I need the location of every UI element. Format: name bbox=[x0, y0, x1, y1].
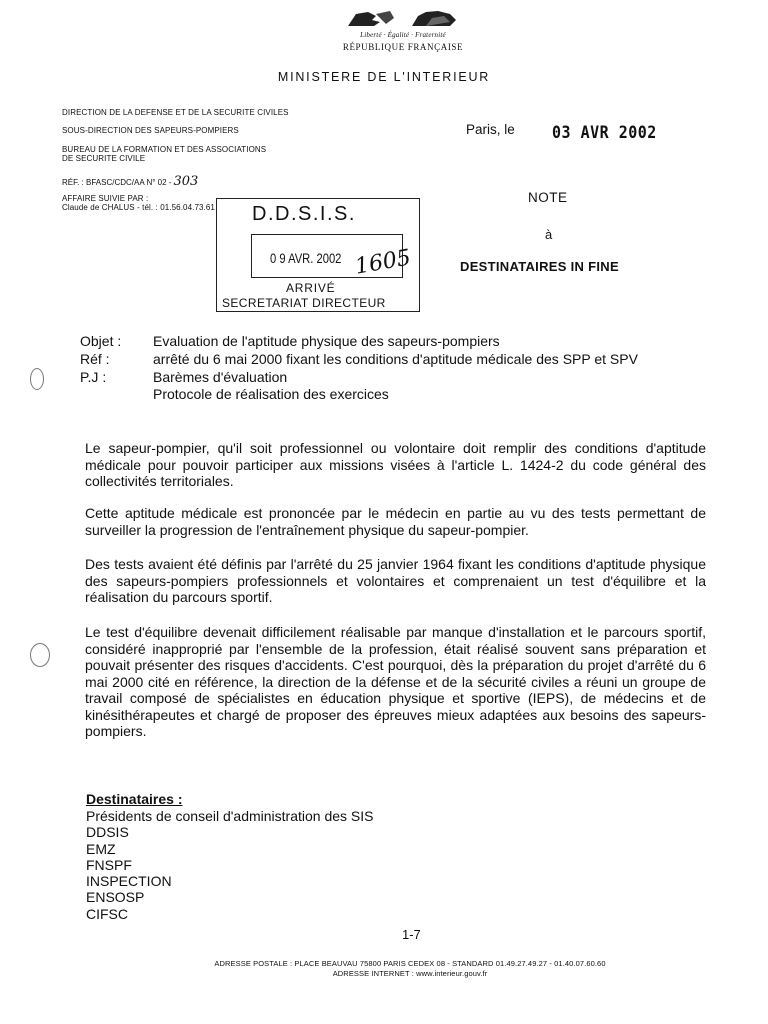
list-item: ENSOSP bbox=[86, 889, 145, 906]
reference-prefix: RÉF. : BFASC/CDC/AA N° 02 - bbox=[62, 178, 172, 187]
page-number: 1-7 bbox=[402, 927, 421, 942]
list-item: INSPECTION bbox=[86, 873, 172, 890]
stamp-arrive: ARRIVÉ bbox=[286, 281, 336, 295]
objet-value: Evaluation de l'aptitude physique des sapeurs-pompiers bbox=[153, 333, 500, 349]
stamp-date: 0 9 AVR. 2002 bbox=[270, 250, 342, 266]
bureau-line-2: DE SECURITE CIVILE bbox=[62, 154, 146, 163]
pj-value-1: Barèmes d'évaluation bbox=[153, 369, 288, 385]
sub-direction-line: SOUS-DIRECTION DES SAPEURS-POMPIERS bbox=[62, 126, 239, 135]
punch-hole-icon bbox=[30, 368, 44, 390]
ref-value: arrêté du 6 mai 2000 fixant les conditions d'aptitude médicale des SPP et SPV bbox=[153, 351, 638, 367]
list-item: FNSPF bbox=[86, 856, 132, 873]
stamp-secretariat: SECRETARIAT DIRECTEUR bbox=[222, 296, 386, 310]
paragraph-1: Le sapeur-pompier, qu'il soit professionnel ou volontaire doit remplir des conditions d'aptitude médicale pour pouvoir participer aux missions visées à l'article L. 1424-2 du code général des collectivités territoriales. bbox=[85, 440, 706, 489]
destinataires-title: Destinataires : bbox=[86, 791, 183, 807]
reference-number bbox=[62, 174, 198, 189]
ministry-name: MINISTERE DE L'INTERIEUR bbox=[277, 70, 491, 84]
paragraph-2: Cette aptitude médicale est prononcée par le médecin en partie au vu des tests permettant de surveiller la progression de l'entraînement physique du sapeur-pompier. bbox=[85, 505, 706, 538]
footer-postal-address: ADRESSE POSTALE : PLACE BEAUVAU 75800 PARIS CEDEX 08 - STANDARD 01.49.27.49.27 - 01.40.07.60.60 bbox=[214, 959, 606, 968]
note-recipients: DESTINATAIRES IN FINE bbox=[460, 259, 619, 274]
note-title: NOTE bbox=[528, 190, 568, 205]
marianne-logo-icon bbox=[346, 8, 460, 30]
direction-line: DIRECTION DE LA DEFENSE ET DE LA SECURITE CIVILES bbox=[62, 108, 289, 117]
reference-handwritten-number: 303 bbox=[173, 174, 199, 189]
republic-name: RÉPUBLIQUE FRANÇAISE bbox=[342, 42, 464, 52]
pj-label: P.J : bbox=[80, 369, 107, 385]
bureau-line-1: BUREAU DE LA FORMATION ET DES ASSOCIATIONS bbox=[62, 145, 267, 154]
list-item: DDSIS bbox=[86, 824, 129, 841]
affaire-contact: Claude de CHALUS - tél. : 01.56.04.73.61 bbox=[62, 203, 215, 212]
stamp-handwritten-number: 1605 bbox=[353, 245, 413, 280]
paragraph-4: Le test d'équilibre devenait difficilement réalisable par manque d'installation et le parcours sportif, considéré inapproprié par l'ensemble de la profession, était réalisé souvent sans préparation et pouvait présenter des risques d'accidents. C'est pourquoi, dès la préparation du projet d'arrêté du 6 mai 2000 cité en référence, la direction de la défense et de la sécurité civiles a réuni un groupe de travail composé de spécialistes en éducation physique et sportive (IEPS), de médecins et de kinésithérapeutes et chargé de proposer des épreuves mieux adaptées aux besoins des sapeurs-pompiers. bbox=[85, 624, 706, 739]
pj-value-2: Protocole de réalisation des exercices bbox=[153, 386, 389, 402]
note-to: à bbox=[545, 227, 553, 242]
list-item: CIFSC bbox=[86, 905, 128, 922]
stamp-title: D.D.S.I.S. bbox=[252, 203, 356, 225]
footer-internet-address: ADRESSE INTERNET : www.interieur.gouv.fr bbox=[332, 969, 488, 978]
paragraph-3: Des tests avaient été définis par l'arrêté du 25 janvier 1964 fixant les conditions d'aptitude physique des sapeurs-pompiers professionnels et volontaires et comprenaient un test d'équilibre et la réalisation du parcours sportif. bbox=[85, 556, 706, 605]
republic-motto: Liberté · Égalité · Fraternité bbox=[360, 31, 446, 39]
ref-label: Réf : bbox=[80, 351, 110, 367]
list-item: EMZ bbox=[86, 840, 116, 857]
objet-label: Objet : bbox=[80, 333, 122, 349]
list-item: Présidents de conseil d'administration des SIS bbox=[86, 808, 374, 824]
destinataires-list bbox=[86, 808, 374, 922]
affaire-label: AFFAIRE SUIVIE PAR : bbox=[62, 194, 149, 203]
punch-hole-icon bbox=[30, 643, 50, 667]
date-stamp: 03 AVR 2002 bbox=[552, 121, 657, 143]
date-place: Paris, le bbox=[466, 122, 515, 137]
